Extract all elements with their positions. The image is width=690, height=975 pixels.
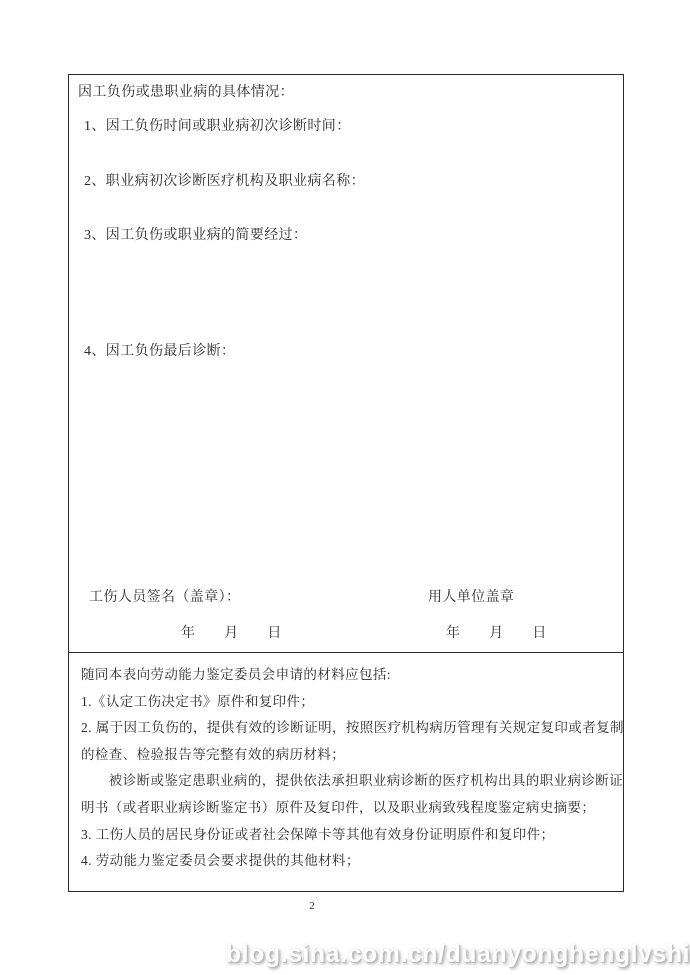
materials-occupational-line-1: 被诊断或鉴定患职业病的，提供依法承担职业病诊断的医疗机构出具的职业病诊断证 bbox=[81, 773, 624, 789]
injury-time-label: 1、因工负伤时间或职业病初次诊断时间： bbox=[84, 119, 351, 134]
employer-seal-label: 用人单位盖章 bbox=[428, 590, 515, 605]
materials-item-2-line-2: 的检查、检验报告等完整有效的病历材料； bbox=[81, 746, 346, 762]
required-materials-cell bbox=[69, 653, 623, 891]
page-number: 2 bbox=[309, 900, 315, 912]
materials-item-4: 4. 劳动能力鉴定委员会要求提供的其他材料； bbox=[81, 853, 360, 869]
form-table bbox=[68, 74, 624, 892]
injury-details-title: 因工负伤或患职业病的具体情况： bbox=[78, 85, 294, 100]
final-diagnosis-label: 4、因工负伤最后诊断： bbox=[84, 344, 236, 359]
materials-intro-line: 随同本表向劳动能力鉴定委员会申请的材料应包括: bbox=[81, 667, 391, 682]
date-right-label: 年 月 日 bbox=[446, 626, 547, 641]
diagnosis-org-label: 2、职业病初次诊断医疗机构及职业病名称： bbox=[84, 174, 365, 189]
injured-person-signature-label: 工伤人员签名（盖章）： bbox=[89, 590, 241, 605]
materials-item-3: 3. 工伤人员的居民身份证或者社会保障卡等其他有效身份证明原件和复印件； bbox=[81, 826, 555, 842]
materials-item-2-line-1: 2. 属于因工负伤的，提供有效的诊断证明，按照医疗机构病历管理有关规定复印或者复制 bbox=[81, 720, 624, 736]
materials-item-1: 1.《认定工伤决定书》原件和复印件； bbox=[81, 693, 315, 709]
injury-course-label: 3、因工负伤或职业病的简要经过： bbox=[84, 228, 308, 243]
injury-details-cell bbox=[69, 75, 623, 653]
date-left-label: 年 月 日 bbox=[181, 626, 282, 641]
materials-occupational-line-2: 明书（或者职业病诊断鉴定书）原件及复印件，以及职业病致残程度鉴定病史摘要； bbox=[81, 799, 596, 815]
blog-watermark: blog.sina.com.cn/duanyonghenglvshi bbox=[225, 940, 690, 968]
